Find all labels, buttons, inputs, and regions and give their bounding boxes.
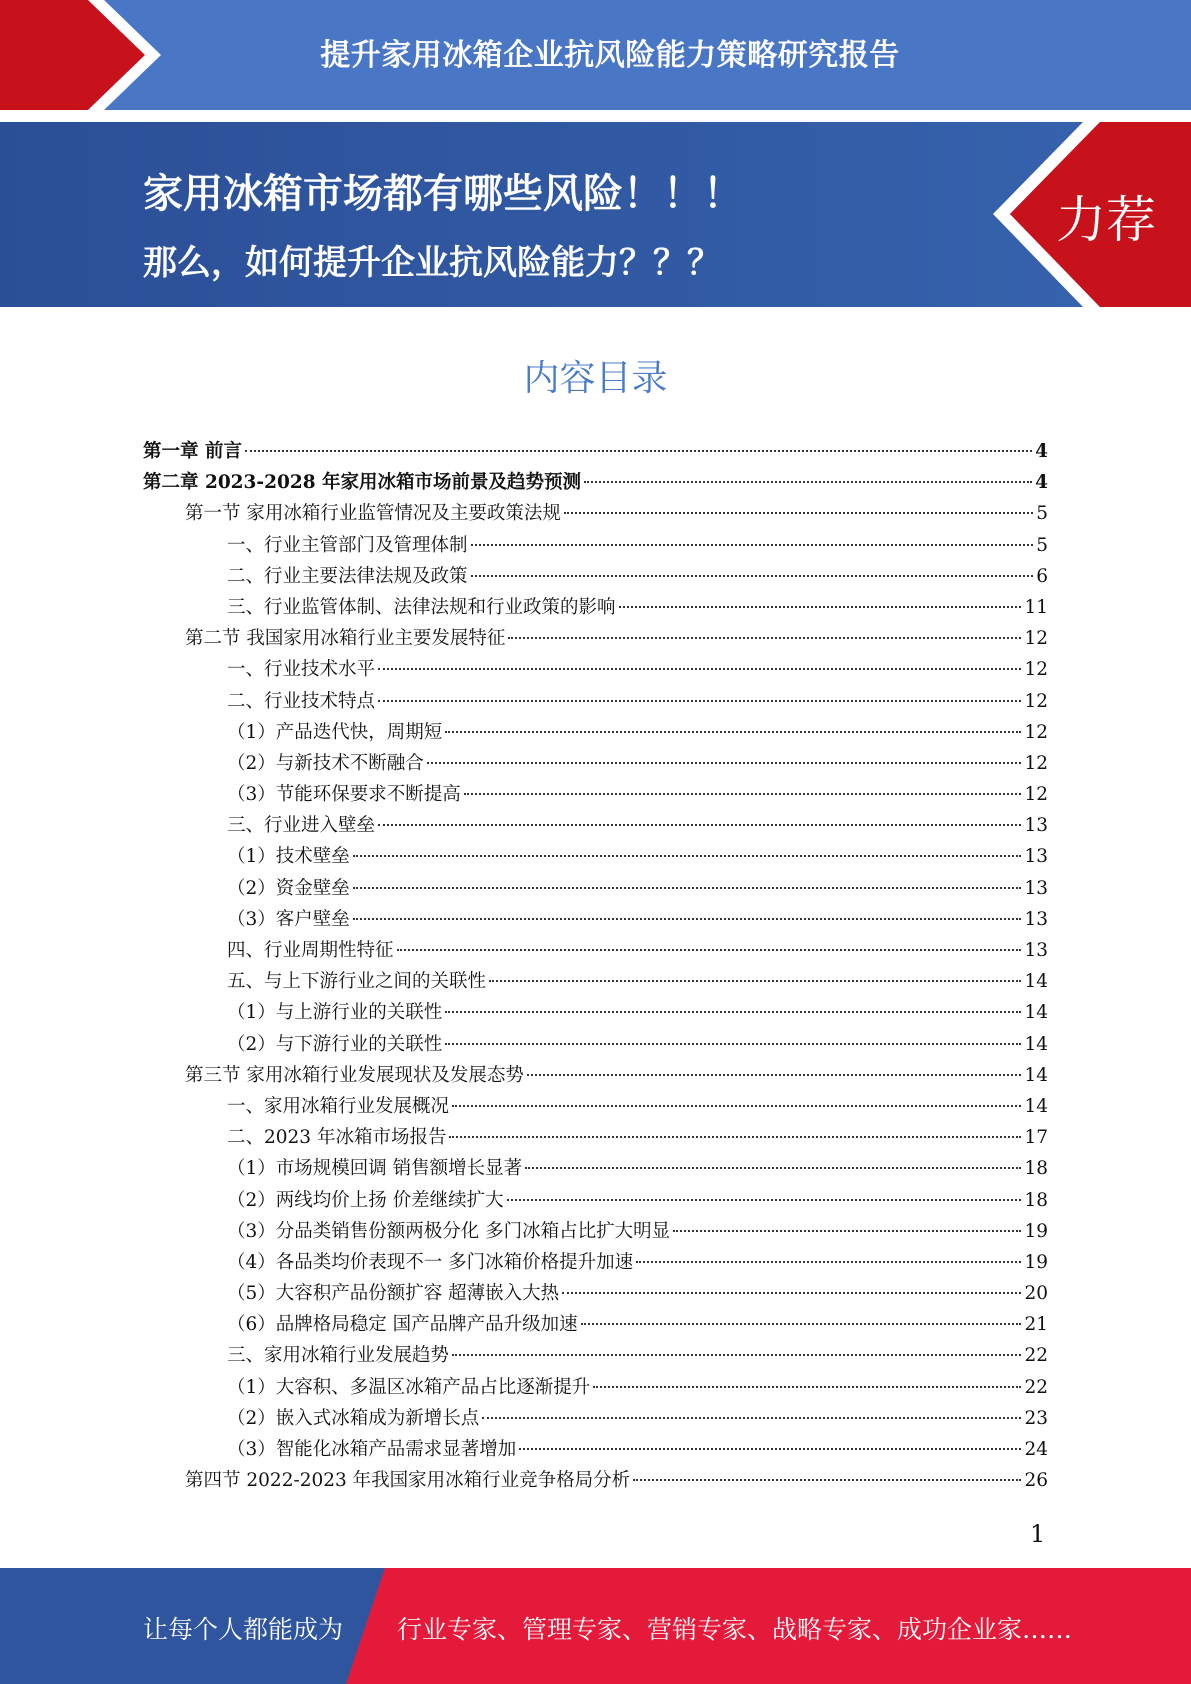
toc-entry[interactable] xyxy=(143,593,1048,624)
toc-entry[interactable] xyxy=(143,1373,1048,1404)
toc-entry[interactable] xyxy=(143,1279,1048,1310)
toc-entry-page: 12 xyxy=(1024,628,1048,650)
toc-entry[interactable] xyxy=(143,749,1048,780)
toc-entry[interactable] xyxy=(143,1092,1048,1123)
toc-entry-label: （1）技术壁垒 xyxy=(227,846,350,868)
toc-leader-dots xyxy=(519,1448,1021,1450)
toc-leader-dots xyxy=(452,1105,1021,1107)
toc-entry[interactable] xyxy=(143,811,1048,842)
toc-entry-page: 13 xyxy=(1024,877,1048,899)
toc-entry-page: 5 xyxy=(1036,503,1048,525)
toc-entry[interactable] xyxy=(143,1186,1048,1217)
toc-entry-label: 第二节 我国家用冰箱行业主要发展特征 xyxy=(185,628,506,650)
toc-leader-dots xyxy=(527,1074,1022,1076)
toc-leader-dots xyxy=(397,949,1022,951)
toc-entry-label: （3）客户壁垒 xyxy=(227,908,350,930)
toc-entry[interactable] xyxy=(143,1466,1048,1497)
toc-leader-dots xyxy=(673,1230,1021,1232)
toc-entry-label: （3）节能环保要求不断提高 xyxy=(227,784,461,806)
toc-entry-page: 26 xyxy=(1024,1470,1048,1492)
toc-entry[interactable] xyxy=(143,1310,1048,1341)
hero-headline: 家用冰箱市场都有哪些风险！！！ xyxy=(143,171,743,217)
toc-entry-page: 21 xyxy=(1024,1314,1048,1336)
toc-entry-label: 第三节 家用冰箱行业发展现状及发展态势 xyxy=(185,1064,524,1086)
toc-entry[interactable] xyxy=(143,655,1048,686)
toc-leader-dots xyxy=(525,1167,1021,1169)
toc-entry-page: 4 xyxy=(1035,472,1048,494)
toc-entry-page: 6 xyxy=(1036,565,1048,587)
toc-leader-dots xyxy=(508,637,1021,639)
toc-entry[interactable] xyxy=(143,1030,1048,1061)
footer-banner xyxy=(0,1568,1191,1684)
toc-entry[interactable] xyxy=(143,687,1048,718)
toc-entry[interactable] xyxy=(143,936,1048,967)
toc-entry-label: （1）市场规模回调 销售额增长显著 xyxy=(227,1158,523,1180)
toc-entry-page: 12 xyxy=(1024,784,1048,806)
toc-entry[interactable] xyxy=(143,1404,1048,1435)
toc-entry[interactable] xyxy=(143,531,1048,562)
toc-leader-dots xyxy=(636,1261,1021,1263)
toc-entry-label: （3）智能化冰箱产品需求显著增加 xyxy=(227,1439,517,1460)
report-title: 提升家用冰箱企业抗风险能力策略研究报告 xyxy=(320,38,900,73)
toc-entry[interactable] xyxy=(143,1123,1048,1154)
toc-leader-dots xyxy=(584,481,1032,483)
toc-leader-dots xyxy=(353,887,1022,889)
toc-leader-dots xyxy=(452,1354,1021,1356)
toc-entry[interactable] xyxy=(143,718,1048,749)
top-banner xyxy=(0,0,1191,112)
toc-entry-page: 12 xyxy=(1024,659,1048,681)
toc-entry[interactable] xyxy=(143,967,1048,998)
toc-leader-dots xyxy=(581,1323,1022,1325)
toc-entry-label: 二、行业主要法律法规及政策 xyxy=(227,565,468,587)
toc-entry[interactable] xyxy=(143,437,1048,468)
footer-slogan-left: 让每个人都能成为 xyxy=(143,1615,344,1644)
toc-entry-label: 第一节 家用冰箱行业监管情况及主要政策法规 xyxy=(185,503,561,525)
toc-entry-label: 一、家用冰箱行业发展概况 xyxy=(227,1095,450,1117)
hero-band xyxy=(0,122,1191,307)
toc-entry-label: 第一章 前言 xyxy=(143,441,242,462)
toc-entry-page: 14 xyxy=(1024,1002,1048,1024)
toc-entry[interactable] xyxy=(143,624,1048,655)
toc-entry[interactable] xyxy=(143,1061,1048,1092)
toc-entry[interactable] xyxy=(143,499,1048,530)
toc-entry-label: （3）分品类销售份额两极分化 多门冰箱占比扩大明显 xyxy=(227,1220,671,1242)
toc-entry-label: 二、行业技术特点 xyxy=(227,690,376,712)
toc-entry-page: 20 xyxy=(1024,1283,1048,1305)
toc-leader-dots xyxy=(619,606,1022,608)
toc-entry-label: （2）与下游行业的关联性 xyxy=(227,1033,443,1055)
toc-leader-dots xyxy=(427,762,1022,764)
toc-leader-dots xyxy=(353,855,1022,857)
toc-entry-label: （1）与上游行业的关联性 xyxy=(227,1002,443,1024)
toc-entry[interactable] xyxy=(143,842,1048,873)
toc-entry-page: 4 xyxy=(1035,441,1048,462)
toc-leader-dots xyxy=(633,1479,1021,1481)
toc-entry-page: 17 xyxy=(1024,1127,1048,1149)
toc-leader-dots xyxy=(445,1043,1021,1045)
toc-leader-dots xyxy=(353,918,1022,920)
toc-leader-dots xyxy=(507,1199,1022,1201)
toc-entry-page: 12 xyxy=(1024,752,1048,774)
toc-entry-label: （2）嵌入式冰箱成为新增长点 xyxy=(227,1407,480,1429)
toc-entry-page: 19 xyxy=(1024,1220,1048,1242)
toc-entry-label: 三、家用冰箱行业发展趋势 xyxy=(227,1345,450,1367)
toc-entry-label: 第二章 2023-2028 年家用冰箱市场前景及趋势预测 xyxy=(143,472,582,494)
toc-entry[interactable] xyxy=(143,998,1048,1029)
toc-leader-dots xyxy=(445,731,1021,733)
toc-leader-dots xyxy=(471,575,1034,577)
toc-entry-page: 23 xyxy=(1024,1407,1048,1429)
toc-entry-label: 一、行业主管部门及管理体制 xyxy=(227,534,468,556)
toc-leader-dots xyxy=(489,980,1021,982)
toc-entry[interactable] xyxy=(143,1217,1048,1248)
toc-entry-label: （5）大容积产品份额扩容 超薄嵌入大热 xyxy=(227,1283,560,1305)
toc-entry[interactable] xyxy=(143,1341,1048,1372)
toc-entry-label: 三、行业监管体制、法律法规和行业政策的影响 xyxy=(227,596,616,618)
toc-entry-page: 13 xyxy=(1024,940,1048,961)
toc-entry[interactable] xyxy=(143,905,1048,936)
toc-entry-label: （2）资金壁垒 xyxy=(227,877,350,899)
toc-entry-page: 5 xyxy=(1036,534,1048,556)
toc-leader-dots xyxy=(564,512,1033,514)
toc-entry-label: 一、行业技术水平 xyxy=(227,659,376,681)
toc-entry-page: 22 xyxy=(1024,1376,1048,1398)
toc-heading: 内容目录 xyxy=(523,358,668,399)
toc-leader-dots xyxy=(449,1136,1021,1138)
toc-entry-page: 13 xyxy=(1024,908,1048,930)
toc-leader-dots xyxy=(593,1386,1021,1388)
toc-entry-page: 13 xyxy=(1024,846,1048,868)
toc-entry-page: 13 xyxy=(1024,815,1048,837)
toc-entry-page: 24 xyxy=(1024,1439,1048,1460)
toc-leader-dots xyxy=(464,793,1022,795)
toc-entry-page: 14 xyxy=(1024,971,1048,993)
toc-entry-page: 12 xyxy=(1024,690,1048,712)
toc-entry-page: 12 xyxy=(1024,721,1048,743)
toc-entry[interactable] xyxy=(143,1154,1048,1185)
recommend-badge: 力荐 xyxy=(1056,191,1156,249)
footer-slogan-right: 行业专家、管理专家、营销专家、战略专家、成功企业家…… xyxy=(397,1615,1073,1644)
toc-leader-dots xyxy=(445,1011,1021,1013)
toc-entry-page: 14 xyxy=(1024,1095,1048,1117)
toc-entry-label: 四、行业周期性特征 xyxy=(227,940,394,961)
toc-entry[interactable] xyxy=(143,874,1048,905)
toc-entry-label: （1）产品迭代快，周期短 xyxy=(227,721,443,743)
toc-leader-dots xyxy=(471,544,1034,546)
toc-leader-dots xyxy=(482,1417,1021,1419)
toc-entry-page: 18 xyxy=(1024,1158,1048,1180)
toc-leader-dots xyxy=(378,700,1021,702)
page-number: 1 xyxy=(1030,1520,1046,1548)
toc-entry-page: 18 xyxy=(1024,1189,1048,1211)
toc-entry-label: （1）大容积、多温区冰箱产品占比逐渐提升 xyxy=(227,1376,591,1398)
toc-leader-dots xyxy=(378,824,1021,826)
toc-entry[interactable] xyxy=(143,780,1048,811)
toc-leader-dots xyxy=(378,668,1021,670)
toc-entry-page: 11 xyxy=(1024,596,1048,618)
toc-leader-dots xyxy=(245,450,1032,452)
toc-entry-label: （2）与新技术不断融合 xyxy=(227,752,424,774)
toc-entry-label: 第四节 2022-2023 年我国家用冰箱行业竞争格局分析 xyxy=(185,1470,631,1492)
toc-entry-label: （2）两线均价上扬 价差继续扩大 xyxy=(227,1189,504,1211)
toc-entry[interactable] xyxy=(143,1435,1048,1466)
toc-entry[interactable] xyxy=(143,1248,1048,1279)
toc-entry-label: 五、与上下游行业之间的关联性 xyxy=(227,971,487,993)
toc-entry-page: 14 xyxy=(1024,1064,1048,1086)
toc-entry-page: 14 xyxy=(1024,1033,1048,1055)
toc-entry-page: 19 xyxy=(1024,1251,1048,1273)
toc-entry-label: （4）各品类均价表现不一 多门冰箱价格提升加速 xyxy=(227,1251,634,1273)
toc-entry[interactable] xyxy=(143,562,1048,593)
toc-entry-label: 二、2023 年冰箱市场报告 xyxy=(227,1127,447,1149)
toc-leader-dots xyxy=(562,1292,1021,1294)
toc-entry[interactable] xyxy=(143,468,1048,499)
toc-entry-label: 三、行业进入壁垒 xyxy=(227,815,376,837)
table-of-contents xyxy=(143,437,1048,1497)
toc-entry-label: （6）品牌格局稳定 国产品牌产品升级加速 xyxy=(227,1314,578,1336)
hero-subheadline: 那么，如何提升企业抗风险能力？？？ xyxy=(143,243,721,283)
toc-entry-page: 22 xyxy=(1024,1345,1048,1367)
